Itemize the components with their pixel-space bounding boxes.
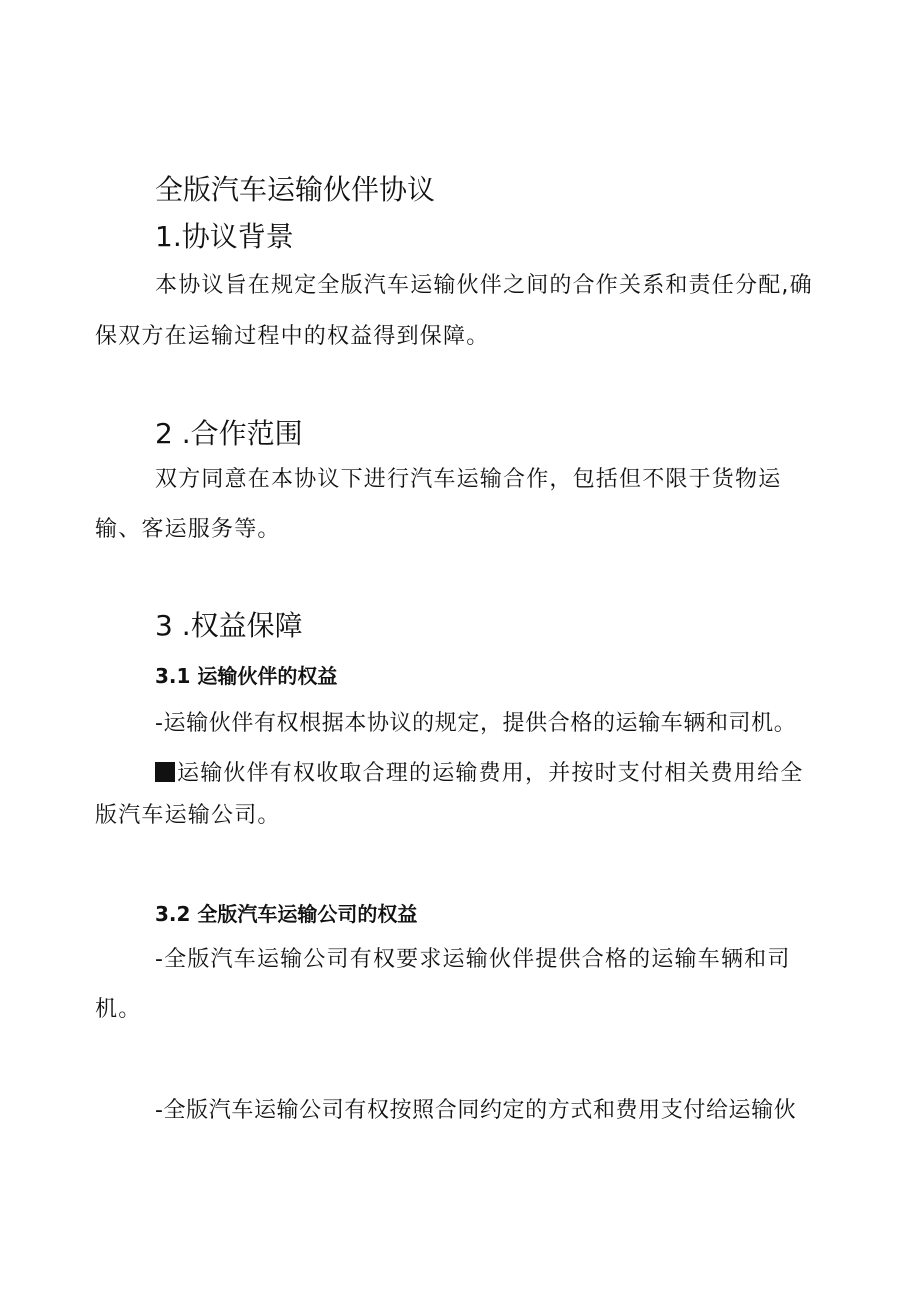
section-2-paragraph-line-1: 双方同意在本协议下进行汽车运输合作，包括但不限于货物运 — [155, 467, 782, 492]
subsection-3-2-item-1-line-1: -全版汽车运输公司有权要求运输伙伴提供合格的运输车辆和司 — [155, 947, 791, 972]
subsection-3-1-item-1: -运输伙伴有权根据本协议的规定，提供合格的运输车辆和司机。 — [155, 711, 797, 736]
section-1-paragraph-line-1: 本协议旨在规定全版汽车运输伙伴之间的合作关系和责任分配,确 — [155, 273, 813, 298]
section-1-paragraph-line-2: 保双方在运输过程中的权益得到保障。 — [95, 324, 490, 349]
section-2-paragraph-line-2: 输、客运服务等。 — [95, 517, 281, 542]
section-1-heading: 1.协议背景 — [155, 220, 294, 253]
subsection-3-2-item-2-line-1: -全版汽车运输公司有权按照合同约定的方式和费用支付给运输伙 — [155, 1098, 797, 1123]
section-2-heading: 2 .合作范围 — [155, 417, 303, 450]
subsection-3-2-heading: 3.2 全版汽车运输公司的权益 — [155, 902, 418, 926]
bullet-square-icon — [155, 762, 175, 782]
subsection-3-2-item-1-line-2: 机。 — [95, 997, 142, 1022]
section-3-heading: 3 .权益保障 — [155, 609, 303, 642]
subsection-3-1-item-2-text: 运输伙伴有权收取合理的运输费用，并按时支付相关费用给全 — [177, 761, 804, 786]
subsection-3-1-heading: 3.1 运输伙伴的权益 — [155, 664, 338, 688]
subsection-3-1-item-2-line-2: 版汽车运输公司。 — [95, 803, 281, 828]
document-title: 全版汽车运输伙伴协议 — [155, 173, 436, 206]
subsection-3-1-item-2-line-1 — [155, 756, 803, 787]
